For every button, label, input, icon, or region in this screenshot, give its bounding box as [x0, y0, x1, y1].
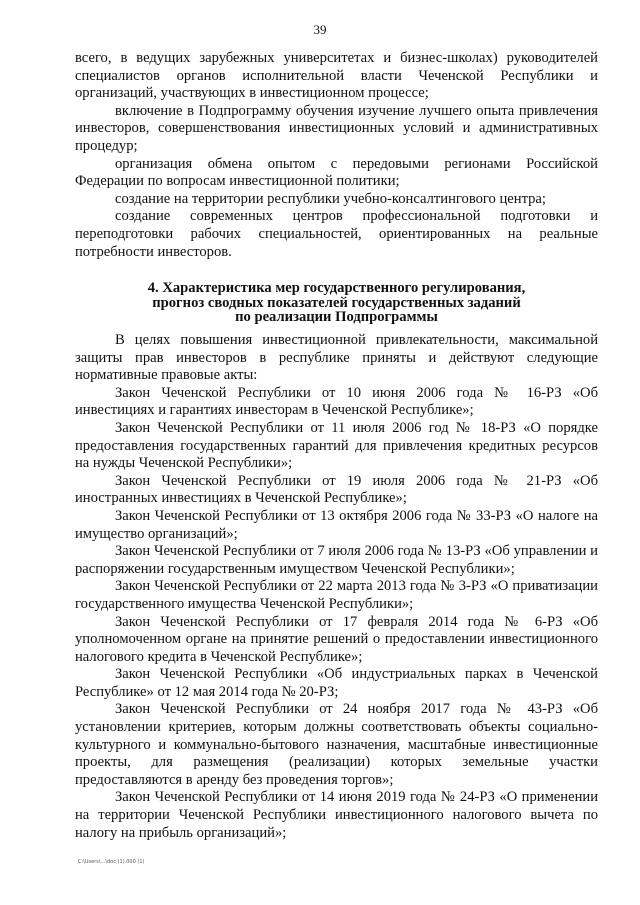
- law-item: Закон Чеченской Республики от 22 марта 2013 года № 3-РЗ «О приватизации государственного имущества Чеченской Республики»;: [75, 578, 598, 612]
- paragraph: создание на территории республики учебно-консалтингового центра;: [115, 190, 546, 207]
- intro-text-block: [75, 50, 598, 261]
- page-number: 39: [313, 22, 327, 37]
- law-item: Закон Чеченской Республики от 19 июля 2006 года № 21-РЗ «Об иностранных инвестициях в Чеченской Республике»;: [75, 472, 598, 507]
- footer-file-path: C:\Users\...\doc (1).000 (1): [78, 859, 145, 865]
- paragraph: В целях повышения инвестиционной привлекательности, максимальной защиты прав инвесторов в республике приняты и действуют следующие нормативные правовые акты:: [75, 332, 598, 384]
- law-item: Закон Чеченской Республики «Об индустриальных парках в Чеченской Республике» от 12 мая 2014 года № 20-РЗ;: [75, 666, 598, 700]
- section-heading-line: по реализации Подпрограммы: [235, 309, 438, 326]
- law-item: Закон Чеченской Республики от 24 ноября 2017 года № 43-РЗ «Об установлении критериев, которым должны соответствовать объекты социально-культурного и коммунально-бытового назначения, масштабные инвестиционные проекты, для размещения (реализации) которых земельные участки предоставляются в аренду без проведения торгов»;: [75, 701, 598, 788]
- section-heading-line: прогноз сводных показателей государственных заданий: [152, 294, 521, 311]
- paragraph: организация обмена опытом с передовыми регионами Российской Федерации по вопросам инвестиционной политики;: [75, 155, 598, 190]
- paragraph: создание современных центров профессиональной подготовки и переподготовки рабочих специальностей, ориентированных на реальные потребности инвесторов.: [75, 208, 598, 260]
- law-item: Закон Чеченской Республики от 17 февраля 2014 года № 6-РЗ «Об уполномоченном органе на принятие решений о предоставлении инвестиционного налогового кредита в Чеченской Республике»;: [75, 613, 598, 665]
- paragraph: всего, в ведущих зарубежных университетах и бизнес-школах) руководителей специалистов органов исполнительной власти Чеченской Республики и организаций, участвующих в инвестиционном процессе;: [75, 50, 598, 102]
- law-item: Закон Чеченской Республики от 14 июня 2019 года № 24-РЗ «О применении на территории Чеченской Республики инвестиционного налогового вычета по налогу на прибыль организаций»;: [75, 789, 598, 841]
- section-text-block: [75, 332, 598, 842]
- paragraph: включение в Подпрограмму обучения изучение лучшего опыта привлечения инвесторов, совершенствования инвестиционных условий и административных процедур;: [75, 102, 598, 154]
- law-item: Закон Чеченской Республики от 11 июля 2006 год № 18-РЗ «О порядке предоставления государственных гарантий для привлечения кредитных ресурсов на нужды Чеченской Республики»;: [75, 419, 598, 472]
- section-heading-line: 4. Характеристика мер государственного регулирования,: [147, 280, 526, 296]
- law-item: Закон Чеченской Республики от 7 июля 2006 года № 13-РЗ «Об управлении и распоряжении государственным имуществом Чеченской Республики»;: [75, 543, 598, 577]
- section-heading: [75, 281, 598, 325]
- law-item: Закон Чеченской Республики от 13 октября 2006 года № 33-РЗ «О налоге на имущество организаций»;: [75, 507, 598, 542]
- law-item: Закон Чеченской Республики от 10 июня 2006 года № 16-РЗ «Об инвестициях и гарантиях инвесторам в Чеченской Республике»;: [75, 384, 598, 419]
